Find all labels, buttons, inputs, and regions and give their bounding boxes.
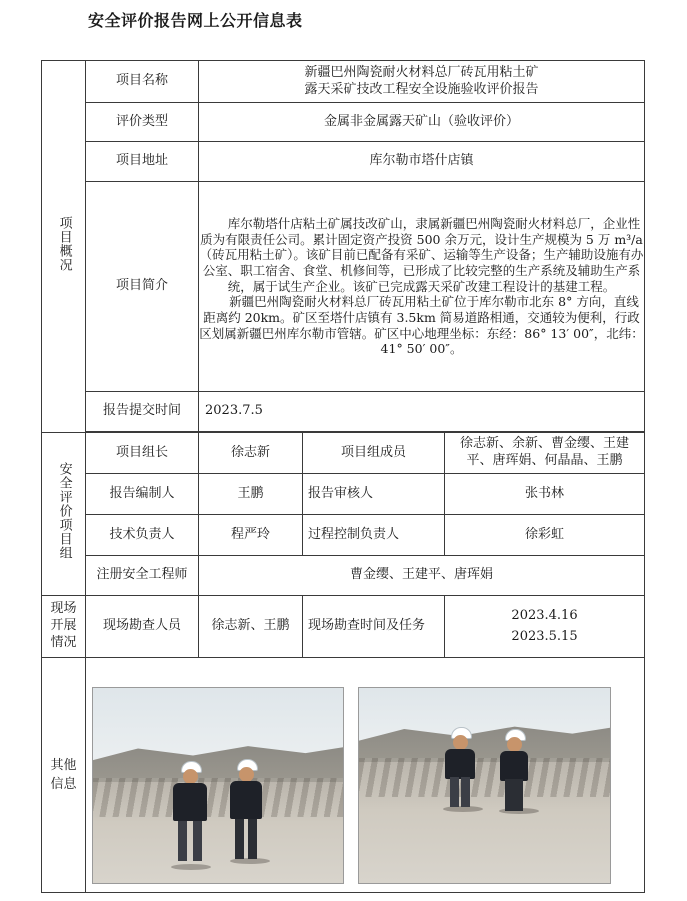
label-eval-type: 评价类型 <box>86 103 199 142</box>
label-report-reviewer: 报告审核人 <box>303 474 445 515</box>
label-team-members: 项目组成员 <box>303 433 445 474</box>
section-site-work: 现场 开展 情况 <box>42 596 86 658</box>
report-author: 王鹏 <box>199 474 303 515</box>
label-project-intro: 项目简介 <box>86 182 199 392</box>
intro-paragraph: 库尔勒塔什店粘土矿属技改矿山，隶属新疆巴州陶瓷耐火材料总厂，企业性质为有限责任公司。累计固定资产投资 500 余万元，设计生产规模为 5 万 m³/a （砖瓦用粘土矿）。该矿目前已配备有采矿、运输等生产设备；生产辅助设施有办公室、职工宿舍、食堂、机修间等，已形成了比较完整的生产系统及辅助生产系统，属于试生产企业。该矿已完成露天采矿改建工程设计的基建工程。 <box>199 216 644 294</box>
eval-type: 金属非金属露天矿山（验收评价） <box>199 103 645 142</box>
project-intro <box>199 182 645 392</box>
tech-lead: 程严玲 <box>199 515 303 556</box>
section-other-info: 其他 信息 <box>42 658 86 893</box>
label-site-staff: 现场勘查人员 <box>86 596 199 658</box>
label-submit-time: 报告提交时间 <box>86 392 199 432</box>
site-photo <box>358 687 611 884</box>
info-table <box>41 60 645 893</box>
label-team-leader: 项目组长 <box>86 433 199 474</box>
label-tech-lead: 技术负责人 <box>86 515 199 556</box>
label-report-author: 报告编制人 <box>86 474 199 515</box>
report-reviewer: 张书林 <box>445 474 645 515</box>
project-address: 库尔勒市塔什店镇 <box>199 142 645 182</box>
site-photo <box>92 687 344 884</box>
process-lead: 徐彩虹 <box>445 515 645 556</box>
project-name: 新疆巴州陶瓷耐火材料总厂砖瓦用粘土矿 露天采矿技改工程安全设施验收评价报告 <box>199 61 645 103</box>
label-project-address: 项目地址 <box>86 142 199 182</box>
safety-engineers: 曹金缨、王建平、唐珲娟 <box>199 556 645 596</box>
label-site-time: 现场勘查时间及任务 <box>303 596 445 658</box>
photo-area <box>86 658 645 893</box>
intro-paragraph: 新疆巴州陶瓷耐火材料总厂砖瓦用粘土矿位于库尔勒市北东 8° 方向，直线距离约 20km。矿区至塔什店镇有 3.5km 简易道路相通，交通较为便利，行政区划属新疆巴州库尔勒市管辖。矿区中心地理坐标：东经：86° 13′ 00″，北纬：41° 50′ 00″。 <box>199 294 644 357</box>
team-leader: 徐志新 <box>199 433 303 474</box>
site-staff: 徐志新、王鹏 <box>199 596 303 658</box>
site-dates: 2023.4.16 2023.5.15 <box>445 596 645 658</box>
submit-time: 2023.7.5 <box>199 392 645 432</box>
label-project-name: 项目名称 <box>86 61 199 103</box>
section-evaluation-group: 安全评价项目组 <box>42 433 86 596</box>
team-members: 徐志新、余新、曹金缨、王建 平、唐珲娟、何晶晶、王鹏 <box>445 433 645 474</box>
section-project-overview: 项目概况 <box>42 61 86 433</box>
page-title: 安全评价报告网上公开信息表 <box>88 11 303 30</box>
label-process-lead: 过程控制负责人 <box>303 515 445 556</box>
label-safety-engineers: 注册安全工程师 <box>86 556 199 596</box>
